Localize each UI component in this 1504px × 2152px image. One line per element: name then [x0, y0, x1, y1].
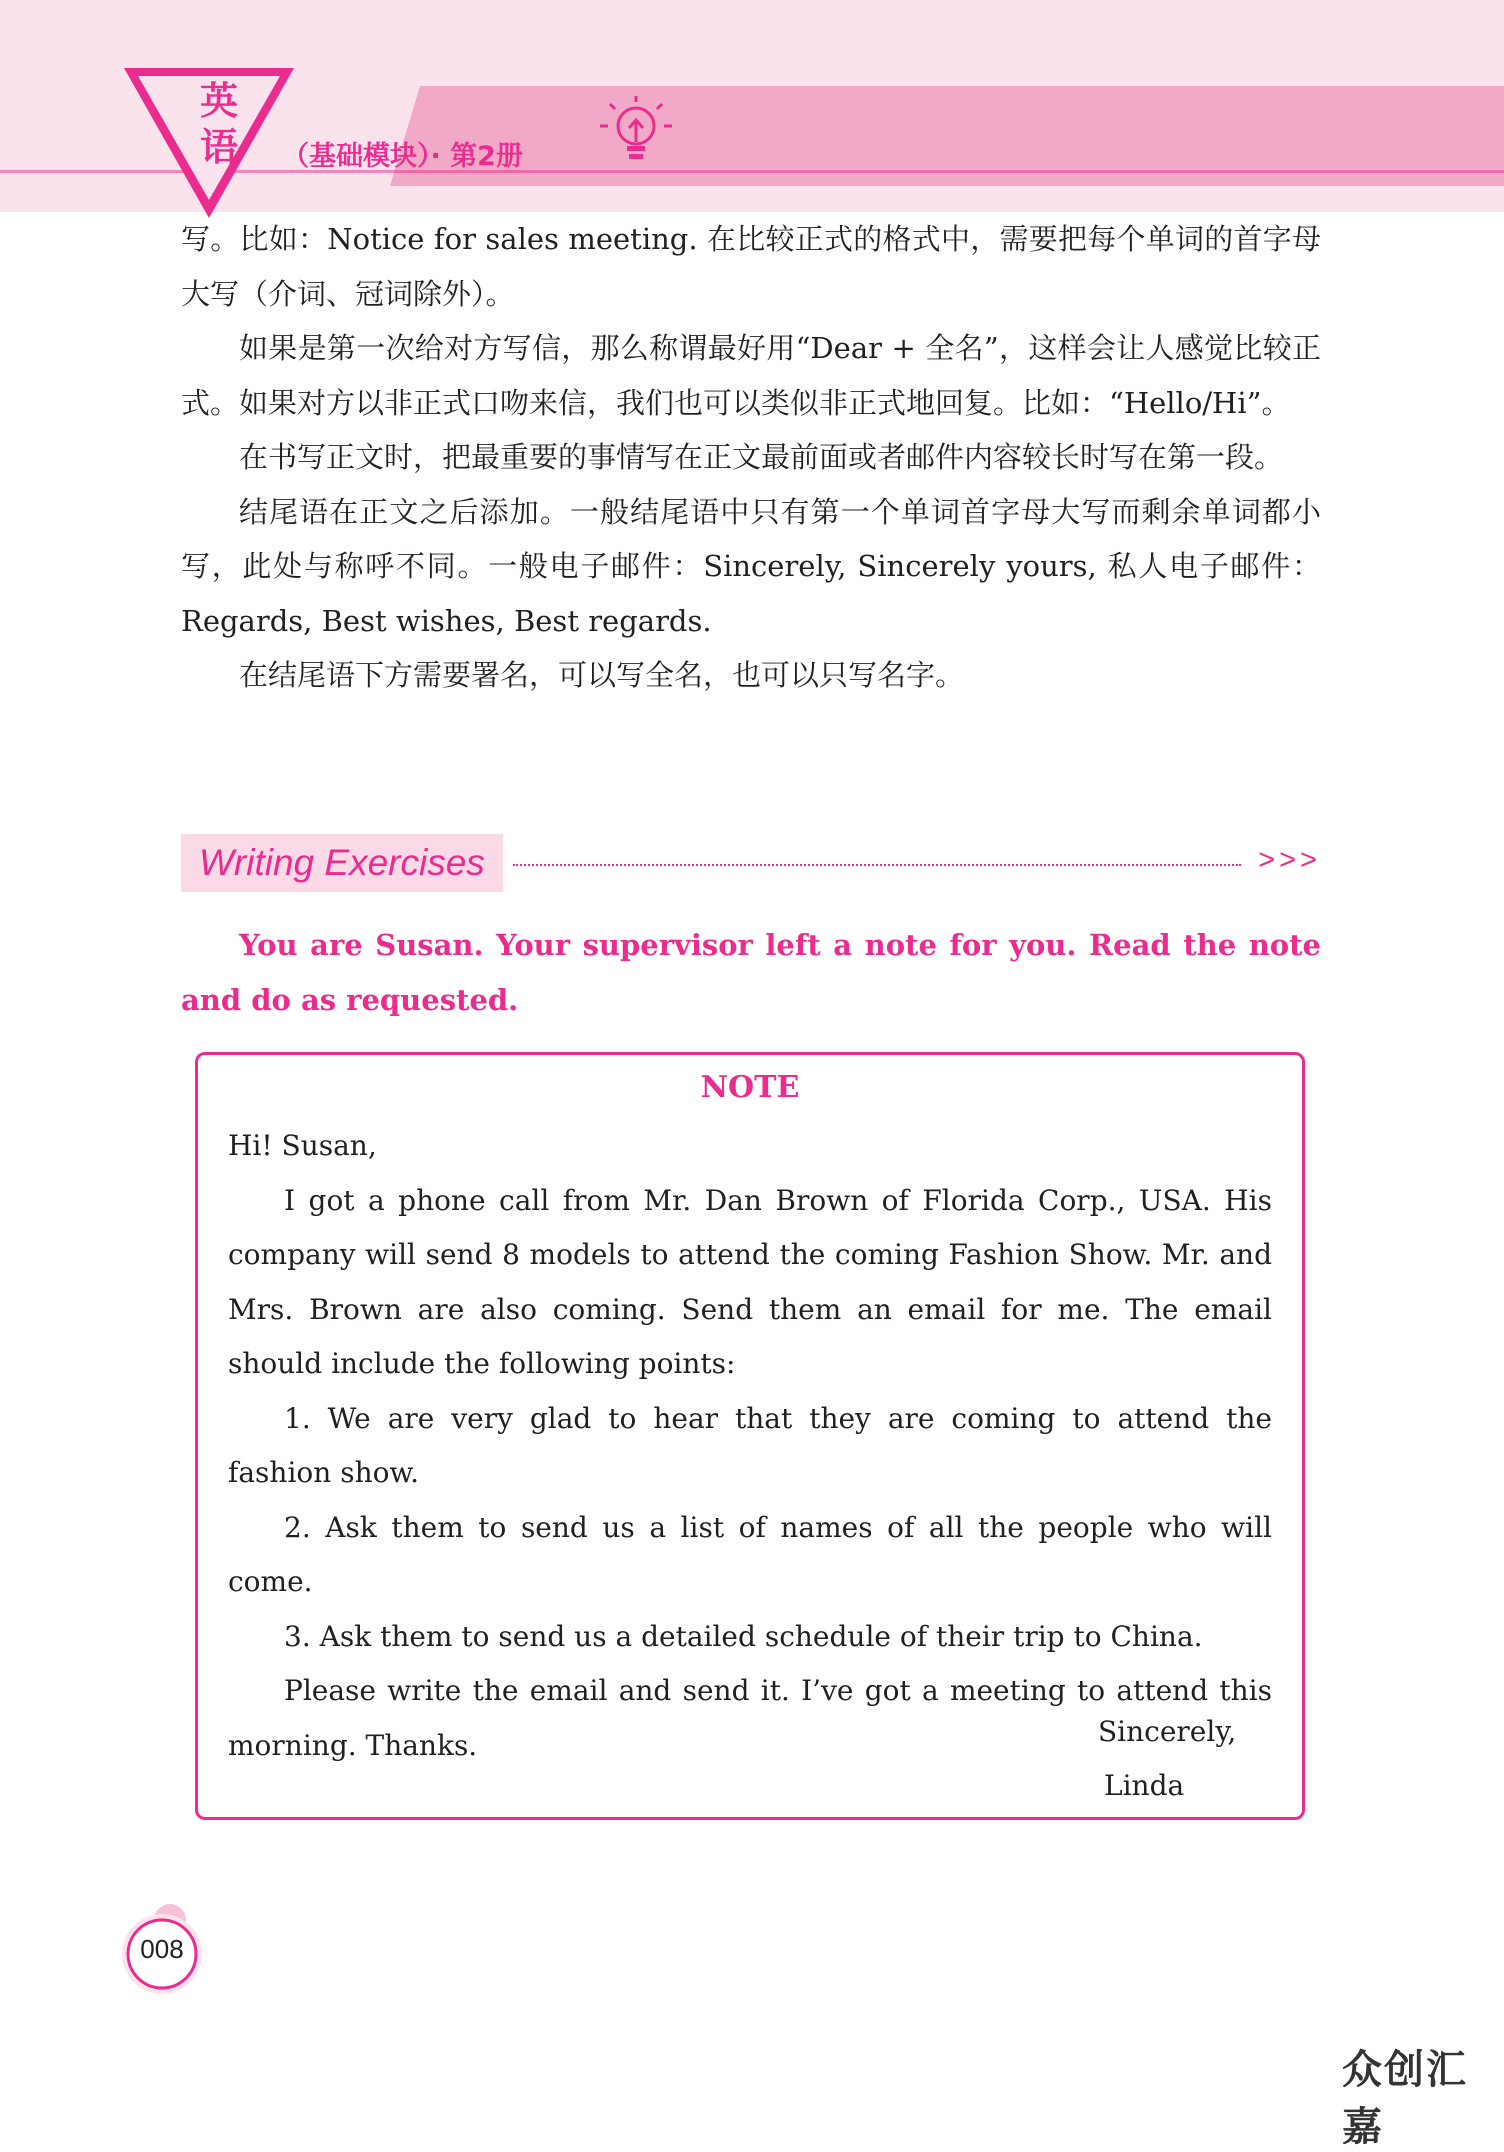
note-box [195, 1052, 1305, 1820]
note-closing: Sincerely, [1098, 1715, 1237, 1748]
note-intro: I got a phone call from Mr. Dan Brown of Florida Corp., USA. His company will send 8 models to attend the coming Fashion Show. Mr. and Mrs. Brown are also coming. Send them an email for me. The email should include the following points: [228, 1183, 1272, 1380]
section-title: Writing Exercises [181, 834, 503, 892]
note-title: NOTE [700, 1070, 800, 1105]
arrows-icon: >>> [1258, 844, 1321, 876]
book-title: （基础模块）· 第2册 [282, 141, 523, 172]
note-signature: Linda [1104, 1769, 1185, 1802]
note-point: 2. Ask them to send us a list of names of all the people who will come. [228, 1510, 1272, 1598]
body-paragraph: 如果是第一次给对方写信，那么称谓最好用“Dear + 全名”，这样会让人感觉比较正式。如果对方以非正式口吻来信，我们也可以类似非正式地回复。比如：“Hello/Hi”。 [181, 331, 1321, 420]
body-paragraph: 在结尾语下方需要署名，可以写全名，也可以只写名字。 [239, 658, 965, 692]
note-point: 3. Ask them to send us a detailed schedule of their trip to China. [284, 1619, 1203, 1653]
body-text [181, 212, 1321, 703]
note-body [228, 1119, 1272, 1773]
subject-label: 英语 [199, 79, 238, 169]
dotted-divider [513, 864, 1241, 866]
body-paragraph: 结尾语在正文之后添加。一般结尾语中只有第一个单词首字母大写而剩余单词都小写，此处与称呼不同。一般电子邮件：Sincerely, Sincerely yours, 私人电子邮件：Regards, Best wishes, Best regards. [181, 494, 1321, 638]
body-paragraph: 写。比如：Notice for sales meeting. 在比较正式的格式中，需要把每个单词的首字母大写（介词、冠词除外）。 [181, 222, 1321, 311]
lightbulb-icon [596, 92, 676, 180]
page-number: 008 [140, 1934, 184, 1964]
note-point: 1. We are very glad to hear that they are coming to attend the fashion show. [228, 1401, 1272, 1489]
exercise-instruction: You are Susan. Your supervisor left a note for you. Read the note and do as requested. [181, 928, 1321, 1017]
body-paragraph: 在书写正文时，把最重要的事情写在正文最前面或者邮件内容较长时写在第一段。 [239, 440, 1284, 474]
section-heading [181, 834, 1321, 892]
note-greeting: Hi! Susan, [228, 1129, 377, 1162]
watermark: 众创汇嘉 [1342, 2047, 1468, 2150]
note-closing-text: Please write the email and send it. I’ve got a meeting to attend this morning. Thanks. [228, 1674, 1272, 1762]
